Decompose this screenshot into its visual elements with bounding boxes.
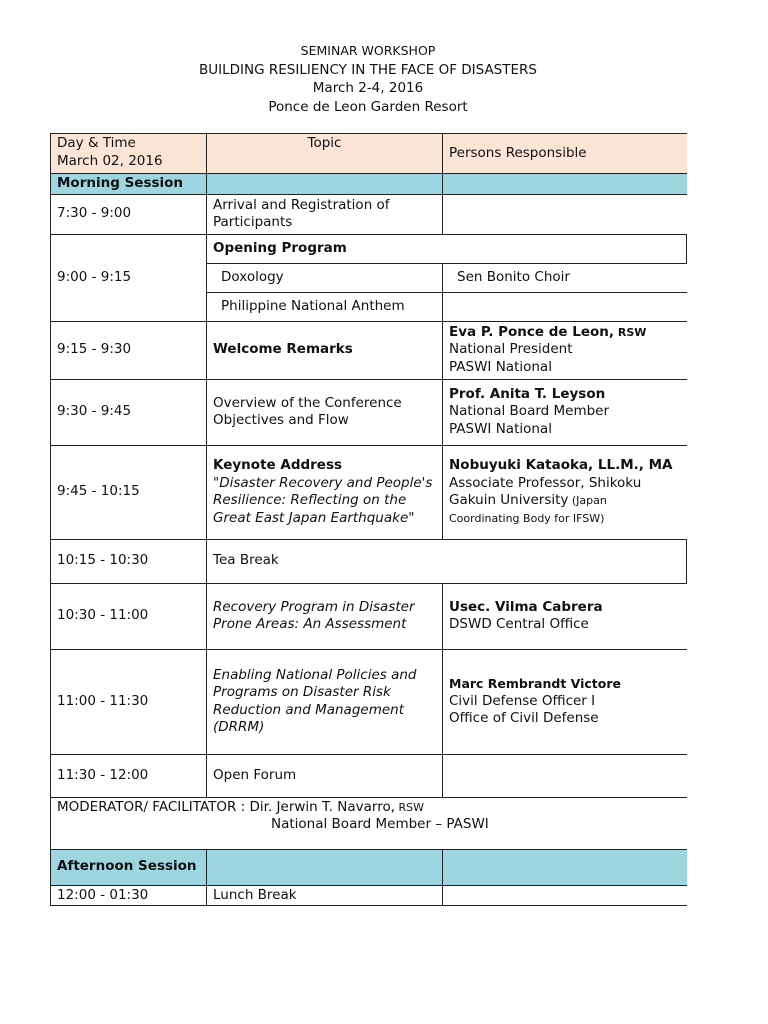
afternoon-session-label: Afternoon Session <box>51 849 207 885</box>
speaker-org: DSWD Central Office <box>449 616 589 632</box>
time-cell: 11:30 - 12:00 <box>51 754 207 797</box>
topic-cell: Welcome Remarks <box>207 321 443 379</box>
date-header: March 02, 2016 <box>57 152 163 169</box>
moderator-cell <box>51 797 687 849</box>
persons-cell <box>443 649 687 754</box>
morning-session-row <box>51 174 687 195</box>
schedule-table <box>50 133 687 906</box>
persons-cell <box>443 194 687 234</box>
table-row <box>51 194 687 234</box>
topic-cell: Tea Break <box>207 539 687 583</box>
time-cell: 12:00 - 01:30 <box>51 885 207 906</box>
topic-cell <box>207 445 443 539</box>
document-header <box>0 42 736 116</box>
table-row <box>51 583 687 649</box>
persons-header: Persons Responsible <box>443 134 687 174</box>
session-empty-cell <box>443 849 687 885</box>
speaker-title: National President <box>449 341 573 358</box>
speaker-name: Usec. Vilma Cabrera <box>449 598 603 615</box>
table-row <box>51 321 687 379</box>
table-row <box>51 445 687 539</box>
topic-cell: Overview of the Conference Objectives and Flow <box>207 379 443 445</box>
speaker-note: (Japan Coordinating Body for IFSW) <box>449 494 607 525</box>
keynote-subtitle: "Disaster Recovery and People's Resilience: Reflecting on the Great East Japan Earthquake" <box>213 474 433 526</box>
topic-cell: Doxology <box>207 263 443 292</box>
table-row <box>51 379 687 445</box>
time-cell: 10:15 - 10:30 <box>51 539 207 583</box>
speaker-title: National Board Member <box>449 403 610 420</box>
afternoon-session-row <box>51 849 687 885</box>
persons-cell: Sen Bonito Choir <box>443 263 687 292</box>
speaker-name: Eva P. Ponce de Leon, <box>449 323 615 340</box>
time-cell: 9:15 - 9:30 <box>51 321 207 379</box>
time-cell: 9:45 - 10:15 <box>51 445 207 539</box>
speaker-name: Marc Rembrandt Victore <box>449 676 622 692</box>
persons-cell <box>443 754 687 797</box>
time-cell: 7:30 - 9:00 <box>51 194 207 234</box>
topic-cell: Open Forum <box>207 754 443 797</box>
persons-cell <box>443 321 687 379</box>
topic-cell: Arrival and Registration of Participants <box>207 194 443 234</box>
table-row <box>51 754 687 797</box>
speaker-name: Nobuyuki Kataoka, LL.M., MA <box>449 457 673 473</box>
speaker-org: PASWI National <box>449 420 552 437</box>
keynote-title: Keynote Address <box>213 457 343 473</box>
table-header-row <box>51 134 687 174</box>
table-row <box>51 234 687 263</box>
header-line-3: March 2-4, 2016 <box>312 80 424 96</box>
speaker-title: Associate Professor, Shikoku Gakuin University <box>449 474 642 508</box>
persons-cell <box>443 583 687 649</box>
opening-program-cell: Opening Program <box>207 234 687 263</box>
topic-cell: Recovery Program in Disaster Prone Areas: An Assessment <box>207 583 443 649</box>
topic-header: Topic <box>207 134 443 174</box>
day-time-header: Day & Time <box>57 135 136 151</box>
persons-cell <box>443 885 687 906</box>
time-cell: 11:00 - 11:30 <box>51 649 207 754</box>
speaker-title: Civil Defense Officer I <box>449 692 596 709</box>
topic-cell: Enabling National Policies and Programs on Disaster Risk Reduction and Management (DRRM) <box>207 649 443 754</box>
time-cell: 9:00 - 9:15 <box>51 234 207 321</box>
header-line-1: SEMINAR WORKSHOP <box>300 43 436 58</box>
speaker-name: Prof. Anita T. Leyson <box>449 385 606 402</box>
speaker-org: PASWI National <box>449 358 552 375</box>
time-cell: 9:30 - 9:45 <box>51 379 207 445</box>
speaker-suffix: RSW <box>614 325 647 339</box>
moderator-label: MODERATOR/ FACILITATOR : Dir. Jerwin T. Navarro, <box>57 798 396 815</box>
moderator-suffix: RSW <box>395 800 425 814</box>
moderator-title: National Board Member – PASWI <box>271 816 489 832</box>
header-line-4: Ponce de Leon Garden Resort <box>268 98 468 115</box>
session-empty-cell <box>207 849 443 885</box>
morning-session-label: Morning Session <box>51 174 207 195</box>
table-row <box>51 539 687 583</box>
topic-cell: Lunch Break <box>207 885 443 906</box>
topic-cell: Philippine National Anthem <box>207 292 443 321</box>
session-empty-cell <box>207 174 443 195</box>
time-cell: 10:30 - 11:00 <box>51 583 207 649</box>
persons-cell <box>443 292 687 321</box>
day-time-header-cell <box>51 134 207 174</box>
table-row <box>51 649 687 754</box>
session-empty-cell <box>443 174 687 195</box>
header-line-2: BUILDING RESILIENCY IN THE FACE OF DISASTERS <box>199 61 537 78</box>
persons-cell <box>443 445 687 539</box>
speaker-org: Office of Civil Defense <box>449 710 599 727</box>
moderator-row <box>51 797 687 849</box>
table-row <box>51 885 687 906</box>
persons-cell <box>443 379 687 445</box>
